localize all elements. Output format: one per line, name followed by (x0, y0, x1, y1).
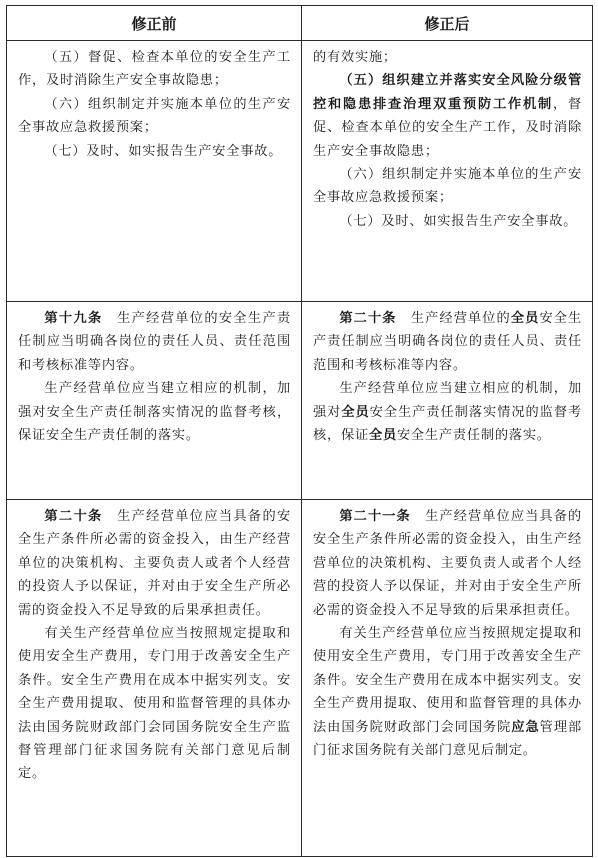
comparison-table (6, 5, 593, 857)
text: 安全生产责任制的落实。 (396, 428, 551, 444)
text: 有关生产经营单位应当按照规定提取和使用安全生产费用，专门用于改善安全生产条件。安全生产费用在成本中据实列支。安全生产费用提取、使用和监督管理的具体办法由国务院财政部门会同国务院 (313, 626, 582, 735)
table-row (7, 500, 593, 857)
paragraph (18, 505, 291, 622)
paragraph (313, 505, 582, 622)
paragraph: （六）组织制定并实施本单位的生产安全事故应急救援预案； (18, 96, 291, 136)
header-before: 修正前 (7, 6, 302, 41)
text: 管理部门征求国务院有关部门意见后制定。 (313, 719, 582, 759)
before-cell (7, 500, 302, 857)
paragraph (313, 69, 582, 163)
paragraph: 有关生产经营单位应当按照规定提取和使用安全生产费用，专门用于改善安全生产条件。安全生产费用在成本中据实列支。安全生产费用提取、使用和监督管理的具体办法由国务院财政部门会同国务院安全生产监督管理部门征求国务院有关部门意见后制定。 (18, 626, 291, 782)
paragraph: （五）督促、检查本单位的安全生产工作，及时消除生产安全事故隐患； (18, 50, 291, 89)
before-cell (7, 302, 302, 500)
header-after: 修正后 (302, 6, 593, 41)
table-row (7, 41, 593, 302)
paragraph (313, 377, 582, 447)
paragraph (313, 307, 582, 377)
text: 生产经营单位应当建立相应的机制，加强对 (313, 381, 582, 420)
amended-text: 应急 (511, 719, 540, 735)
amended-text: （五）组织建立并落实安全风险分级管控和隐患排查治理双重预防工作机制 (313, 73, 582, 112)
table-row (7, 302, 593, 500)
text: ，督促、检查本单位的安全生产工作，及时消除生产安全事故隐患； (313, 96, 582, 159)
text: 生产经营单位的安全生产责任制应当明确各岗位的责任人员、责任范围和考核标准等内容。 (18, 311, 291, 373)
after-cell (302, 41, 593, 302)
amended-text: 全员 (341, 404, 370, 420)
article-number: 第二十条 (339, 311, 397, 326)
text: 安全生产责任制应当明确各岗位的责任人员、责任范围和考核标准等内容。 (313, 311, 582, 373)
amended-text: 全员 (368, 428, 397, 444)
amended-text: 全员 (510, 311, 540, 326)
article-number: 第二十条 (44, 509, 103, 524)
header-row (7, 6, 593, 41)
paragraph (313, 622, 582, 762)
text: 安全生产责任制落实情况的监督考核，保证 (313, 404, 583, 444)
article-number: 第十九条 (44, 311, 103, 326)
paragraph: 的有效实施； (313, 50, 397, 65)
paragraph: （七）及时、如实报告生产安全事故。 (339, 213, 578, 229)
paragraph (18, 307, 291, 377)
paragraph: （六）组织制定并实施本单位的生产安全事故应急救援预案； (313, 167, 582, 206)
text: 生产经营单位的 (410, 311, 511, 326)
after-cell (302, 302, 593, 500)
before-cell (7, 41, 302, 302)
paragraph: 生产经营单位应当建立相应的机制，加强对安全生产责任制落实情况的监督考核，保证安全生产责任制的落实。 (18, 381, 291, 444)
text: 生产经营单位应当具备的安全生产条件所必需的资金投入，由生产经营单位的决策机构、主要负责人或者个人经营的投资人予以保证，并对由于安全生产所必需的资金投入不足导致的后果承担责任。 (313, 509, 582, 618)
article-number: 第二十一条 (339, 509, 411, 524)
text: 生产经营单位应当具备的安全生产条件所必需的资金投入，由生产经营单位的决策机构、主要负责人或者个人经营的投资人予以保证，并对由于安全生产所必需的资金投入不足导致的后果承担责任。 (18, 509, 291, 618)
after-cell (302, 500, 593, 857)
paragraph: （七）及时、如实报告生产安全事故。 (44, 143, 283, 159)
